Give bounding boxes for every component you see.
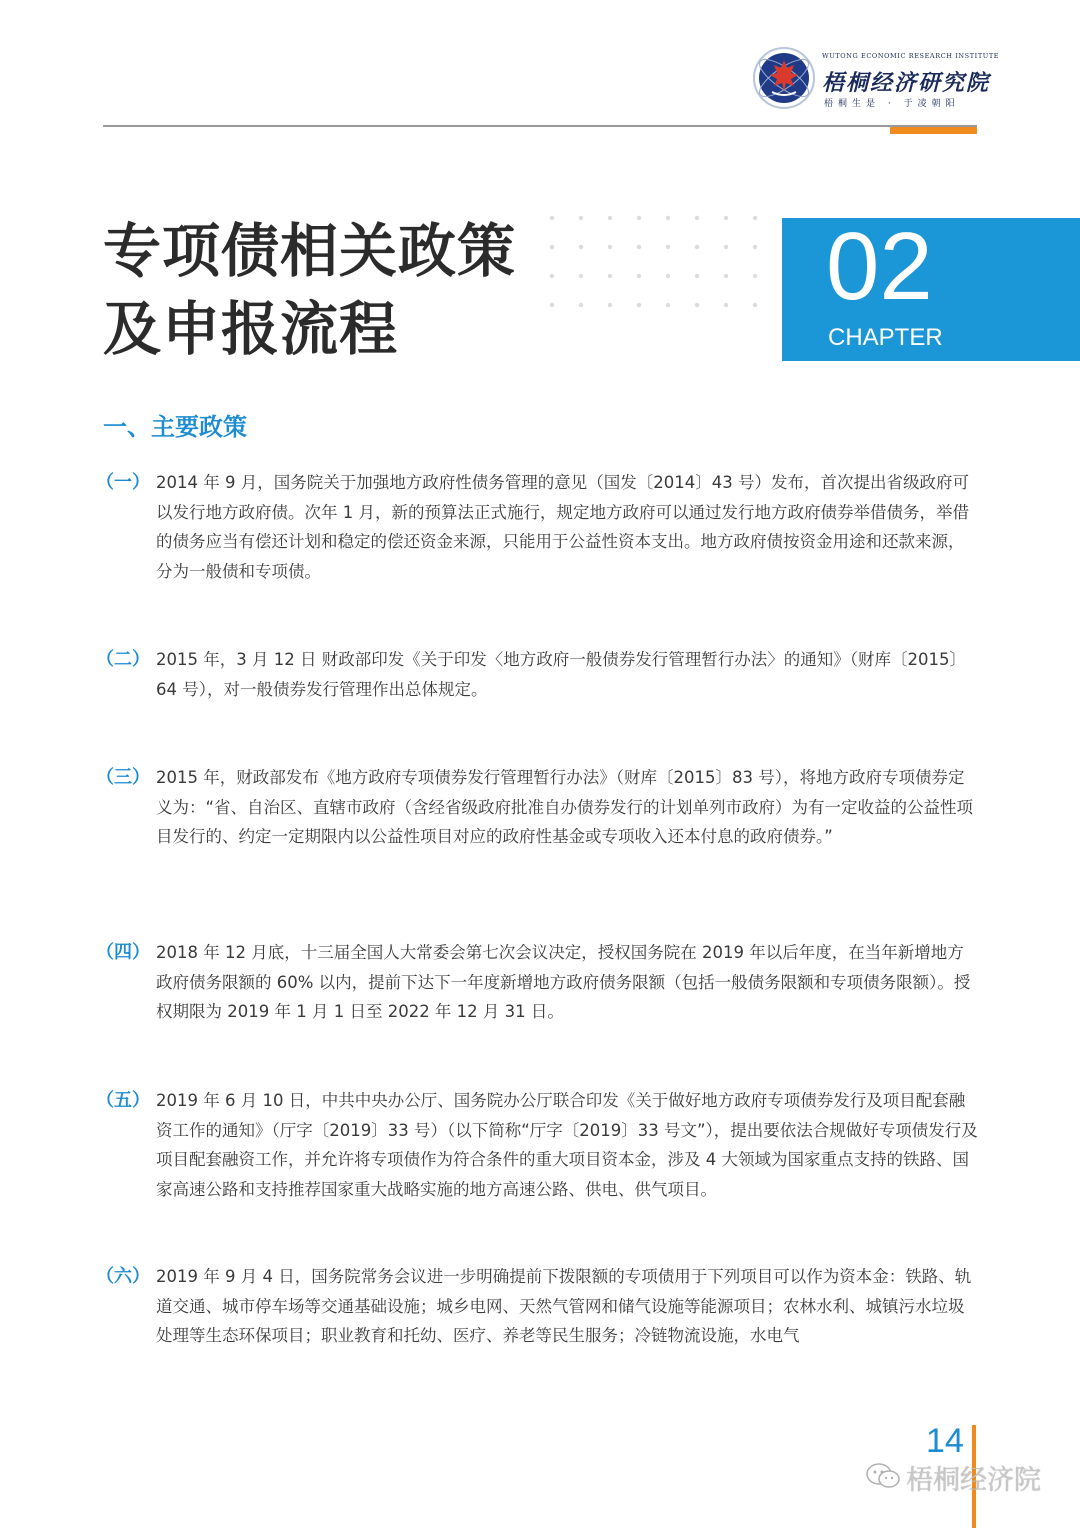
- item-marker: （五）: [96, 1090, 150, 1111]
- item-text: 2014 年 9 月，国务院关于加强地方政府性债务管理的意见（国发〔2014〕43 号）发布，首次提出省级政府可以发行地方政府债。次年 1 月，新的预算法正式施行，规定地方政府可以通过发行地方政府债券举借债务，举借的债务应当有偿还计划和稳定的偿还资金来源，只能用于公益性资本支出。地方政府债按资金用途和还款来源，分为一般债和专项债。: [156, 473, 969, 581]
- decorative-dot: [666, 245, 670, 249]
- decorative-dot: [753, 216, 757, 220]
- decorative-dot: [695, 274, 699, 278]
- item-marker: （二）: [96, 649, 150, 670]
- item-text: 2018 年 12 月底，十三届全国人大常委会第七次会议决定，授权国务院在 2019 年以后年度，在当年新增地方政府债务限额的 60% 以内，提前下达下一年度新增地方政府债务限额（包括一般债务限额和专项债务限额）。授权期限为 2019 年 1 月 1 日至 2022 年 12 月 31 日。: [156, 943, 971, 1021]
- page-title: [103, 212, 516, 368]
- decorative-dot: [695, 245, 699, 249]
- maple-leaf-emblem-icon: [752, 46, 816, 110]
- decorative-dot: [550, 303, 554, 307]
- item-marker: （三）: [96, 767, 150, 788]
- title-line-1: 专项债相关政策: [103, 217, 517, 285]
- chapter-badge: [782, 213, 1080, 361]
- decorative-dot: [637, 274, 641, 278]
- decorative-dot: [724, 216, 728, 220]
- chapter-number: 02: [826, 213, 933, 320]
- decorative-dot: [637, 216, 641, 220]
- decorative-dot-grid: [548, 212, 788, 312]
- item-marker: （六）: [96, 1266, 150, 1287]
- decorative-dot: [666, 274, 670, 278]
- logo-slogan: 梧桐生是 · 于凌朝阳: [824, 99, 960, 109]
- wechat-watermark: 梧桐经济院: [906, 1465, 1041, 1496]
- decorative-dot: [637, 303, 641, 307]
- item-text: 2015 年，财政部发布《地方政府专项债券发行管理暂行办法》（财库〔2015〕83 号），将地方政府专项债券定义为：“省、自治区、直辖市政府（含经省级政府批准自办债券发行的计划单列市政府）为有一定收益的公益性项目发行的、约定一定期限内以公益性项目对应的政府性基金或专项收入还本付息的政府债券。”: [156, 768, 974, 846]
- header-accent-bar: [890, 127, 977, 134]
- wechat-icon: [866, 1462, 900, 1490]
- decorative-dot: [608, 245, 612, 249]
- item-marker: （一）: [96, 472, 150, 493]
- header-divider: [103, 125, 977, 127]
- page-number: 14: [926, 1422, 964, 1460]
- item-text: 2019 年 9 月 4 日，国务院常务会议进一步明确提前下拨限额的专项债用于下列项目可以作为资本金：铁路、轨道交通、城市停车场等交通基础设施；城乡电网、天然气管网和储气设施等能源项目；农林水利、城镇污水垃圾处理等生态环保项目；职业教育和托幼、医疗、养老等民生服务；冷链物流设施，水电气: [156, 1267, 972, 1345]
- decorative-dot: [550, 274, 554, 278]
- decorative-dot: [695, 303, 699, 307]
- logo-chinese-name: 梧桐经济研究院: [822, 70, 991, 96]
- chapter-label: CHAPTER: [828, 324, 943, 351]
- logo-english-name: WUTONG ECONOMIC RESEARCH INSTITUTE: [822, 52, 1000, 60]
- decorative-dot: [666, 303, 670, 307]
- section-heading: 一、主要政策: [103, 413, 247, 441]
- item-marker: （四）: [96, 942, 150, 963]
- decorative-dot: [579, 245, 583, 249]
- decorative-dot: [724, 245, 728, 249]
- institute-logo: [752, 46, 1000, 118]
- decorative-dot: [666, 216, 670, 220]
- title-line-2: 及申报流程: [103, 295, 399, 363]
- decorative-dot: [753, 303, 757, 307]
- decorative-dot: [695, 216, 699, 220]
- decorative-dot: [637, 245, 641, 249]
- decorative-dot: [579, 303, 583, 307]
- decorative-dot: [753, 274, 757, 278]
- decorative-dot: [724, 303, 728, 307]
- item-text: 2019 年 6 月 10 日，中共中央办公厅、国务院办公厅联合印发《关于做好地方政府专项债券发行及项目配套融资工作的通知》（厅字〔2019〕33 号）（以下简称“厅字〔2019〕33 号文”），提出要依法合规做好专项债发行及项目配套融资工作，并允许将专项债作为符合条件的重大项目资本金，涉及 4 大领域为国家重点支持的铁路、国家高速公路和支持推荐国家重大战略实施的地方高速公路、供电、供气项目。: [156, 1091, 978, 1199]
- decorative-dot: [608, 303, 612, 307]
- decorative-dot: [753, 245, 757, 249]
- decorative-dot: [550, 245, 554, 249]
- item-text: 2015 年，3 月 12 日 财政部印发《关于印发〈地方政府一般债券发行管理暂行办法〉的通知》（财库〔2015〕64 号），对一般债券发行管理作出总体规定。: [156, 650, 966, 699]
- decorative-dot: [608, 274, 612, 278]
- decorative-dot: [550, 216, 554, 220]
- decorative-dot: [608, 216, 612, 220]
- decorative-dot: [579, 216, 583, 220]
- decorative-dot: [724, 274, 728, 278]
- decorative-dot: [579, 274, 583, 278]
